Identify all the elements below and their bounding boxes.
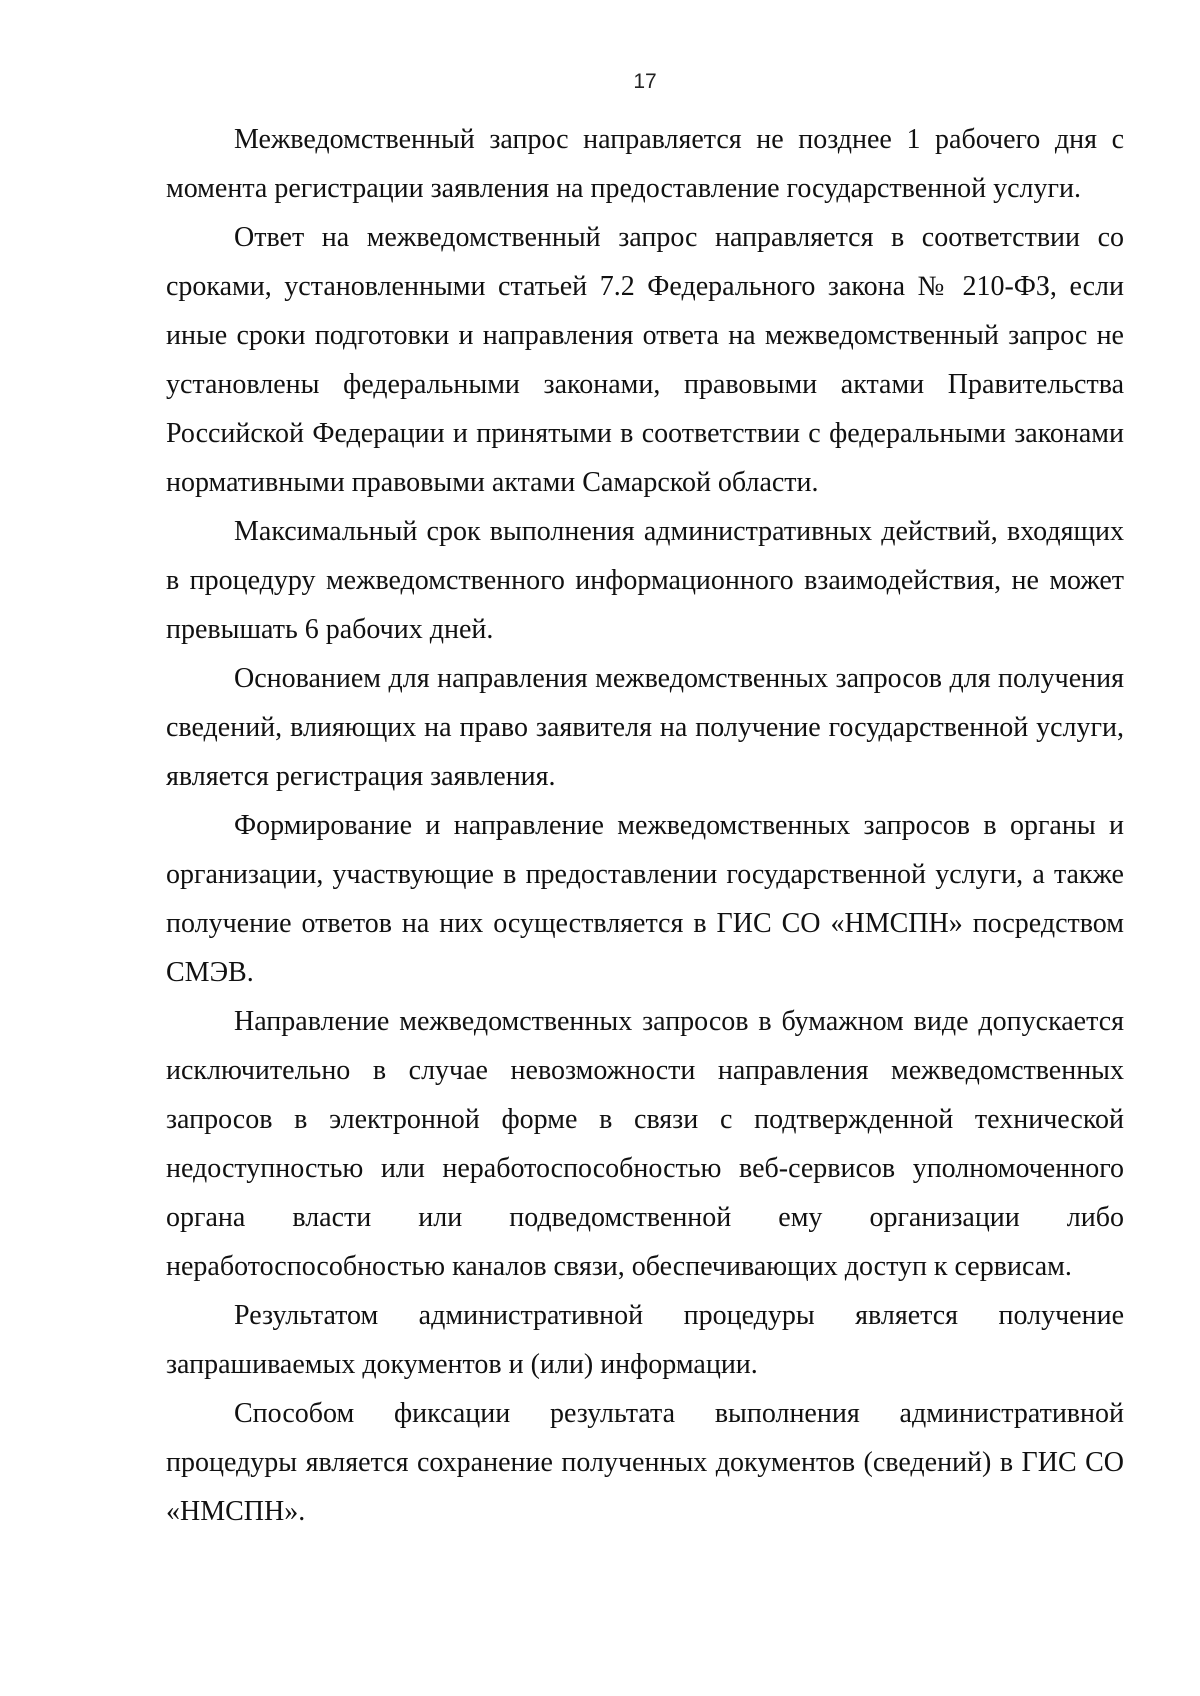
paragraph-5: Формирование и направление межведомственных запросов в органы и организации, участвующие в предоставлении государственной услуги, а также получение ответов на них осуществляется в ГИС СО «НМСПН» посредством СМЭВ. <box>166 810 1124 988</box>
paragraph-3: Максимальный срок выполнения административных действий, входящих в процедуру межведомственного информационного взаимодействия, не может превышать 6 рабочих дней. <box>166 516 1124 645</box>
paragraph-8: Способом фиксации результата выполнения административной процедуры является сохранение полученных документов (сведений) в ГИС СО «НМСПН». <box>166 1398 1124 1527</box>
document-body <box>166 115 1124 1536</box>
paragraph-1: Межведомственный запрос направляется не позднее 1 рабочего дня с момента регистрации заявления на предоставление государственной услуги. <box>166 124 1124 204</box>
paragraph-2: Ответ на межведомственный запрос направляется в соответствии со сроками, установленными статьей 7.2 Федерального закона № 210-ФЗ, если иные сроки подготовки и направления ответа на межведомственный запрос не установлены федеральными законами, правовыми актами Правительства Российской Федерации и принятыми в соответствии с федеральными законами нормативными правовыми актами Самарской области. <box>166 222 1124 498</box>
page-number: 17 <box>633 70 657 93</box>
paragraph-6: Направление межведомственных запросов в бумажном виде допускается исключительно в случае невозможности направления межведомственных запросов в электронной форме в связи с подтвержденной технической недоступностью или неработоспособностью веб-сервисов уполномоченного органа власти или подведомственной ему организации либо неработоспособностью каналов связи, обеспечивающих доступ к сервисам. <box>166 1006 1124 1282</box>
paragraph-4: Основанием для направления межведомственных запросов для получения сведений, влияющих на право заявителя на получение государственной услуги, является регистрация заявления. <box>166 663 1124 792</box>
paragraph-7: Результатом административной процедуры является получение запрашиваемых документов и (или) информации. <box>166 1300 1124 1380</box>
